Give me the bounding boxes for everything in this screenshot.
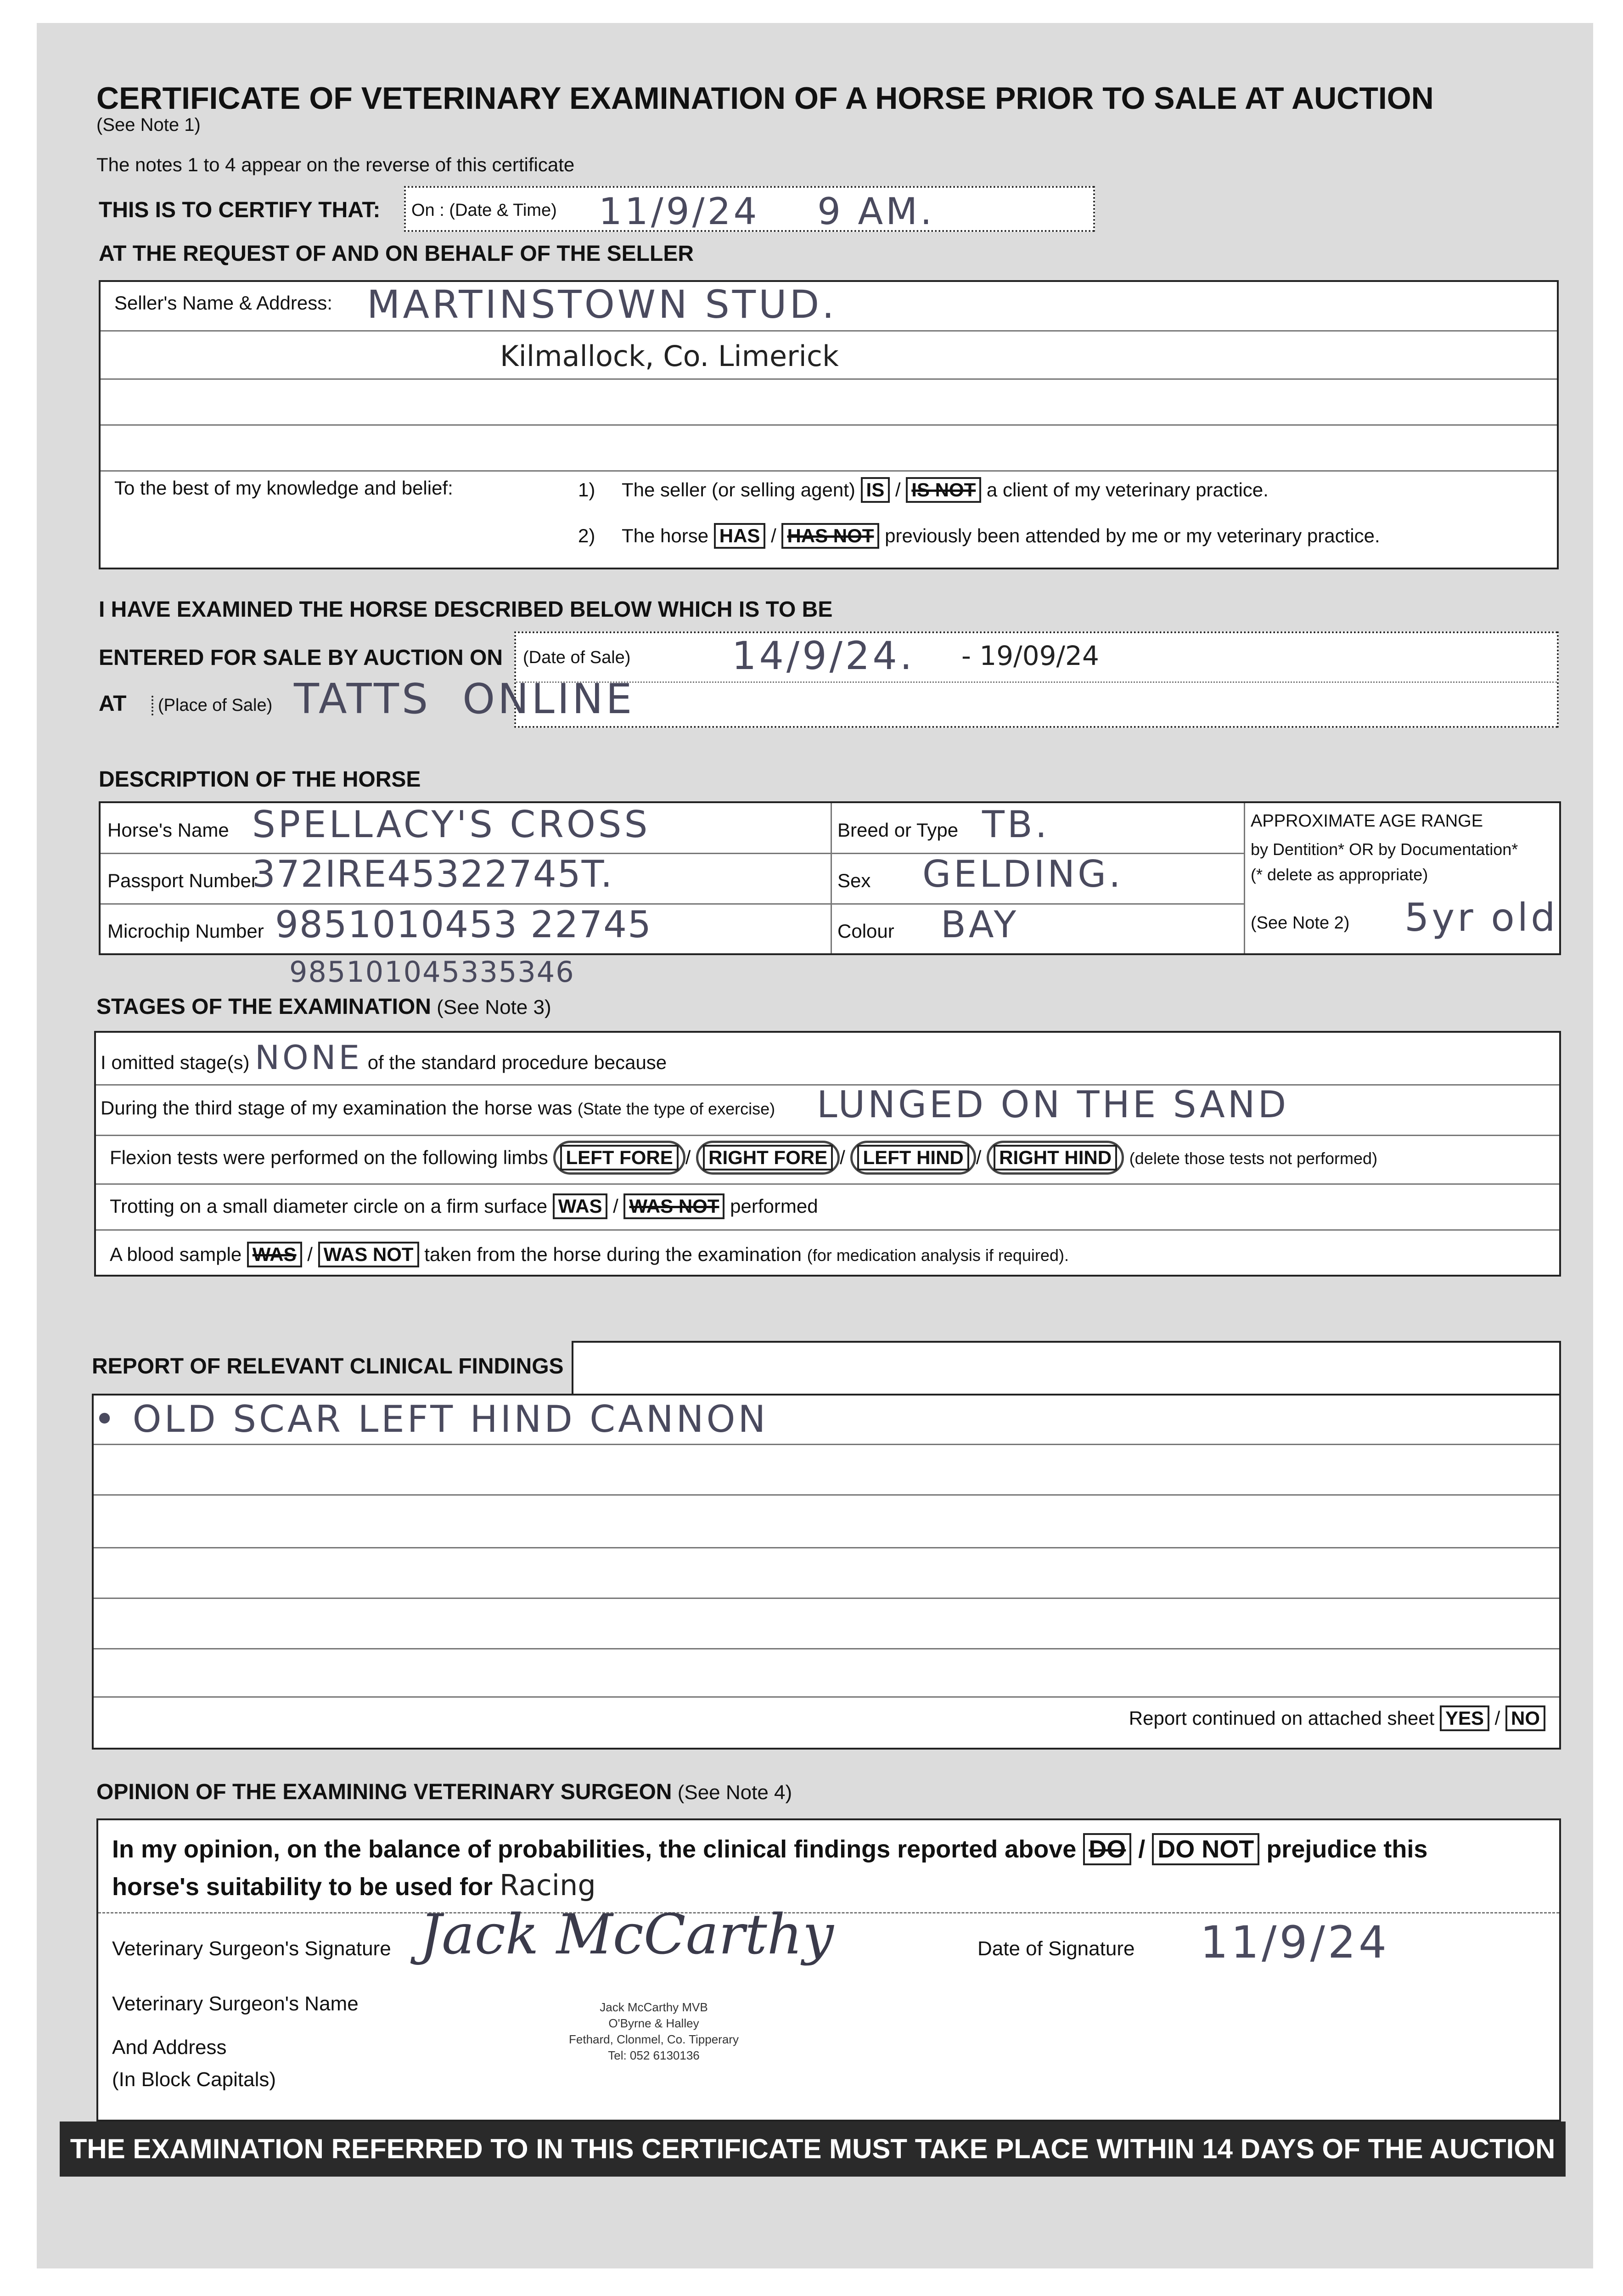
blood-label: A blood sample xyxy=(110,1244,242,1265)
continued-yes-option[interactable]: YES xyxy=(1440,1705,1489,1731)
description-row-line-2 xyxy=(101,903,1244,905)
sex-label: Sex xyxy=(837,870,871,891)
report-line-5 xyxy=(94,1648,1559,1649)
stages-line-2 xyxy=(96,1135,1559,1136)
notes-line: The notes 1 to 4 appear on the reverse of this certificate xyxy=(96,154,575,175)
date-of-sale-label: (Date of Sale) xyxy=(523,648,631,667)
opinion-box xyxy=(96,1818,1561,2122)
sale-heading-1: I HAVE EXAMINED THE HORSE DESCRIBED BELOW WHICH IS TO BE xyxy=(99,597,833,622)
omitted-suffix: of the standard procedure because xyxy=(367,1052,667,1073)
footer-banner: THE EXAMINATION REFERRED TO IN THIS CERTIFICATE MUST TAKE PLACE WITHIN 14 DAYS OF THE AUCTION xyxy=(60,2122,1566,2177)
vet-stamp xyxy=(525,1999,782,2064)
microchip-label: Microchip Number xyxy=(107,920,264,942)
seller-name[interactable]: MARTINSTOWN STUD. xyxy=(367,282,837,327)
stamp-line-1: Jack McCarthy MVB xyxy=(600,2000,708,2014)
seller-box xyxy=(99,280,1559,569)
opinion-do-deleted[interactable]: DO xyxy=(1083,1833,1131,1865)
stages-heading-wrap xyxy=(96,994,551,1019)
block-capitals-label: (In Block Capitals) xyxy=(112,2068,276,2091)
address-label: And Address xyxy=(112,2036,227,2059)
knowledge-item-1 xyxy=(578,477,1269,503)
seller-line-2 xyxy=(101,378,1557,380)
passport-value[interactable]: 372IRE45322745T. xyxy=(252,853,613,895)
third-stage-row xyxy=(101,1097,775,1119)
seller-line-1 xyxy=(101,330,1557,332)
date-time-box xyxy=(404,186,1095,232)
certificate-title: CERTIFICATE OF VETERINARY EXAMINATION OF A HORSE PRIOR TO SALE AT AUCTION xyxy=(96,81,1434,116)
stamp-line-4: Tel: 052 6130136 xyxy=(608,2048,700,2063)
signature-label: Veterinary Surgeon's Signature xyxy=(112,1937,391,1960)
sale-heading-2: ENTERED FOR SALE BY AUCTION ON xyxy=(99,646,503,670)
place-of-sale-value[interactable]: TATTS ONLINE xyxy=(294,675,635,723)
report-continued-row: Report continued on attached sheet YES / NO xyxy=(1129,1705,1545,1731)
blood-was-not-option[interactable]: WAS NOT xyxy=(318,1242,419,1267)
limb-right-fore[interactable]: RIGHT FORE xyxy=(703,1145,833,1171)
blood-row: A blood sample WAS / WAS NOT taken from the horse during the examination (for medication analysis if required). xyxy=(110,1242,1069,1267)
breed-label: Breed or Type xyxy=(837,819,959,841)
stages-line-3 xyxy=(96,1183,1559,1185)
age-delete-note: (* delete as appropriate) xyxy=(1251,865,1428,884)
horse-name-label: Horse's Name xyxy=(107,819,229,841)
date-of-signature-value[interactable]: 11/9/24 xyxy=(1200,1917,1390,1968)
blood-suffix: taken from the horse during the examination xyxy=(424,1244,802,1265)
item-1-text: The seller (or selling agent) xyxy=(621,479,855,501)
opinion-use-label: horse's suitability to be used for xyxy=(112,1873,493,1901)
has-option[interactable]: HAS xyxy=(714,523,766,549)
date-time-label: On : (Date & Time) xyxy=(411,201,557,220)
opinion-note: (See Note 4) xyxy=(677,1781,792,1804)
certify-label: THIS IS TO CERTIFY THAT: xyxy=(99,198,381,222)
report-line-3 xyxy=(94,1547,1559,1548)
report-line-2 xyxy=(94,1494,1559,1496)
date-of-sale-typed[interactable]: - 19/09/24 xyxy=(961,640,1099,671)
sex-value[interactable]: GELDING. xyxy=(922,853,1123,895)
opinion-line-1: In my opinion, on the balance of probabilities, the clinical findings reported above DO / DO NOT prejudice this xyxy=(112,1833,1427,1865)
age-by: by Dentition* OR by Documentation* xyxy=(1251,840,1518,859)
opinion-text: In my opinion, on the balance of probabilities, the clinical findings reported above xyxy=(112,1835,1077,1863)
description-col-divider-1 xyxy=(831,803,832,953)
opinion-text-suffix: prejudice this xyxy=(1266,1835,1428,1863)
horse-name-value[interactable]: SPELLACY'S CROSS xyxy=(252,803,651,846)
trot-row: Trotting on a small diameter circle on a firm surface WAS / WAS NOT performed xyxy=(110,1193,818,1219)
third-stage-value[interactable]: LUNGED ON THE SAND xyxy=(817,1083,1289,1126)
stages-line-4 xyxy=(96,1229,1559,1231)
report-heading: REPORT OF RELEVANT CLINICAL FINDINGS xyxy=(92,1354,564,1379)
seller-line-3 xyxy=(101,424,1557,426)
description-heading: DESCRIPTION OF THE HORSE xyxy=(99,767,421,792)
continued-no-option[interactable]: NO xyxy=(1505,1705,1545,1731)
opinion-do-not[interactable]: DO NOT xyxy=(1152,1833,1259,1865)
see-note-1: (See Note 1) xyxy=(96,115,201,135)
age-see-note: (See Note 2) xyxy=(1251,913,1350,933)
report-finding[interactable]: • OLD SCAR LEFT HIND CANNON xyxy=(94,1398,769,1441)
microchip-value[interactable]: 9851010453 22745 xyxy=(275,903,652,946)
is-option[interactable]: IS xyxy=(861,477,890,503)
request-label: AT THE REQUEST OF AND ON BEHALF OF THE SELLER xyxy=(99,242,694,266)
stamp-line-3: Fethard, Clonmel, Co. Tipperary xyxy=(569,2032,739,2047)
breed-value[interactable]: TB. xyxy=(982,803,1050,846)
description-col-divider-2 xyxy=(1244,803,1245,953)
opinion-heading-wrap xyxy=(96,1779,792,1805)
trot-was-option[interactable]: WAS xyxy=(553,1193,608,1219)
age-heading: APPROXIMATE AGE RANGE xyxy=(1251,811,1483,831)
signature-image: Jack McCarthy xyxy=(420,1903,834,1967)
report-continued-label: Report continued on attached sheet xyxy=(1129,1707,1435,1729)
opinion-heading: OPINION OF THE EXAMINING VETERINARY SURGEON xyxy=(96,1780,672,1804)
trot-suffix: performed xyxy=(730,1195,818,1217)
omitted-label: I omitted stage(s) xyxy=(101,1052,250,1073)
knowledge-item-2 xyxy=(578,523,1380,549)
is-not-option-deleted[interactable]: IS NOT xyxy=(906,477,981,503)
omitted-row xyxy=(101,1038,667,1077)
date-time-value[interactable]: 11/9/24 9 AM. xyxy=(599,190,935,233)
report-box xyxy=(92,1394,1561,1750)
flexion-note: (delete those tests not performed) xyxy=(1129,1149,1378,1168)
sale-box xyxy=(514,631,1559,728)
report-line-1 xyxy=(94,1444,1559,1445)
flexion-label: Flexion tests were performed on the following limbs xyxy=(110,1147,548,1168)
item-1-separator: / xyxy=(895,479,901,501)
stamp-line-2: O'Byrne & Halley xyxy=(608,2016,699,2031)
item-2-text: The horse xyxy=(621,525,709,546)
item-1-suffix: a client of my veterinary practice. xyxy=(986,479,1269,501)
has-not-option-deleted[interactable]: HAS NOT xyxy=(781,523,879,549)
limb-left-fore[interactable]: LEFT FORE xyxy=(560,1145,678,1171)
limb-left-hind[interactable]: LEFT HIND xyxy=(857,1145,969,1171)
limb-right-hind[interactable]: RIGHT HIND xyxy=(994,1145,1117,1171)
seller-address[interactable]: Kilmallock, Co. Limerick xyxy=(500,339,839,373)
report-heading-box xyxy=(572,1341,1561,1394)
date-of-sale-value[interactable]: 14/9/24. xyxy=(732,633,915,678)
surgeon-name-label: Veterinary Surgeon's Name xyxy=(112,1992,359,2015)
colour-value[interactable]: BAY xyxy=(941,903,1019,946)
trot-was-not-option-deleted[interactable]: WAS NOT xyxy=(623,1193,724,1219)
item-2-number: 2) xyxy=(578,525,595,546)
date-of-signature-label: Date of Signature xyxy=(977,1937,1135,1960)
item-2-suffix: previously been attended by me or my veterinary practice. xyxy=(885,525,1380,546)
item-1-number: 1) xyxy=(578,479,595,501)
place-of-sale-label: (Place of Sale) xyxy=(152,696,272,715)
passport-label: Passport Number xyxy=(107,870,258,891)
seller-line-4 xyxy=(101,470,1557,472)
stages-note: (See Note 3) xyxy=(437,996,551,1019)
knowledge-label: To the best of my knowledge and belief: xyxy=(114,477,453,499)
colour-label: Colour xyxy=(837,920,894,942)
report-line-4 xyxy=(94,1598,1559,1599)
flexion-row: Flexion tests were performed on the following limbs LEFT FORE / RIGHT FORE / LEFT HIND / RIGHT HIND (delete those tests not performed) xyxy=(110,1141,1377,1175)
opinion-use-value[interactable]: Racing xyxy=(500,1868,596,1902)
omitted-value[interactable]: NONE xyxy=(255,1038,363,1077)
stages-heading: STAGES OF THE EXAMINATION xyxy=(96,995,431,1019)
blood-was-option-deleted[interactable]: WAS xyxy=(247,1242,302,1267)
microchip-extra[interactable]: 985101045335346 xyxy=(289,955,575,989)
trot-label: Trotting on a small diameter circle on a firm surface xyxy=(110,1195,548,1217)
third-stage-label: During the third stage of my examination the horse was xyxy=(101,1097,573,1119)
seller-label: Seller's Name & Address: xyxy=(114,292,332,314)
at-label: AT xyxy=(99,692,127,716)
stages-table xyxy=(94,1031,1561,1277)
opinion-line-2 xyxy=(112,1868,596,1902)
report-line-6 xyxy=(94,1696,1559,1698)
description-table xyxy=(99,801,1561,955)
sale-divider xyxy=(516,681,1557,683)
third-stage-note: (State the type of exercise) xyxy=(577,1099,775,1118)
age-value[interactable]: 5yr old xyxy=(1404,895,1558,940)
item-2-separator: / xyxy=(771,525,776,546)
blood-note: (for medication analysis if required). xyxy=(807,1246,1069,1265)
